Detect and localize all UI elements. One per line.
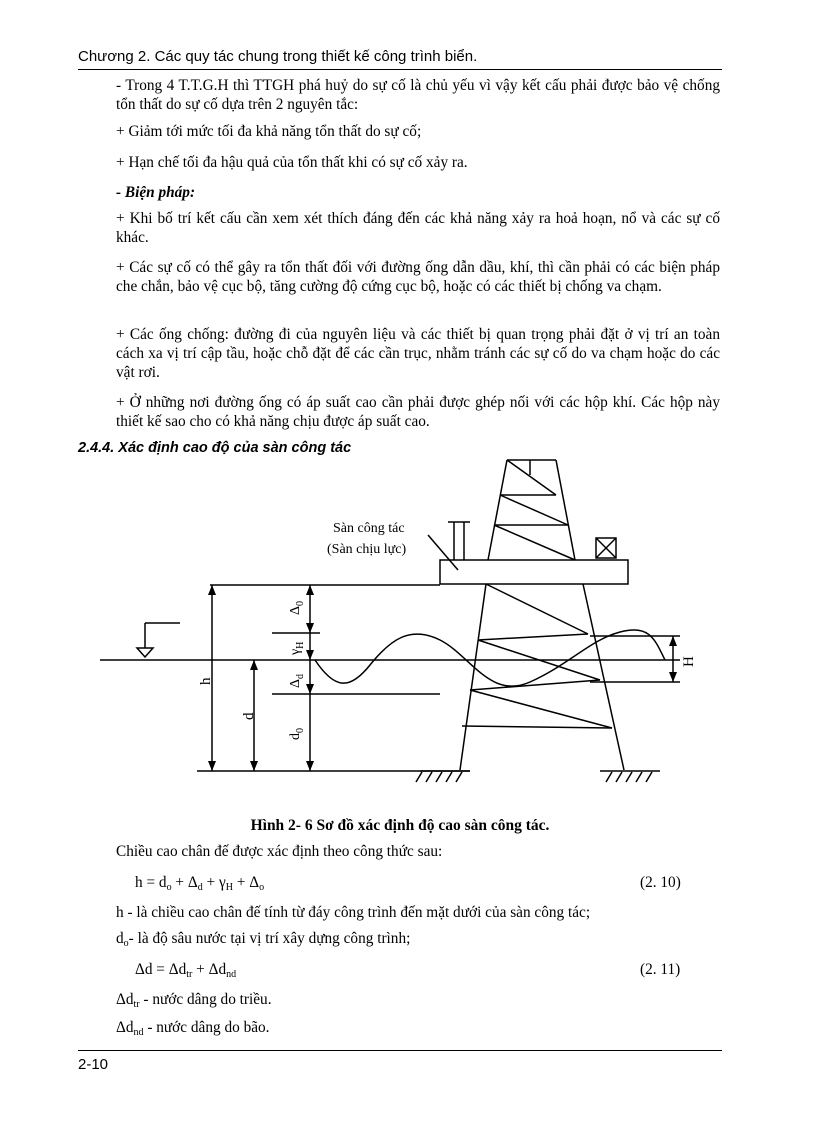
paragraph-5: + Khi bố trí kết cấu cần xem xét thích đáng đến các khả năng xảy ra hoả hoạn, nổ và các sự cố khác. [116, 210, 720, 246]
paragraph-6: + Các sự cố có thể gây ra tổn thất đối với đường ống dẫn dầu, khí, thì cần phải có các biện pháp che chắn, bảo vệ cục bộ, tăng cường độ cứng cục bộ, hoặc có các thiết bị chống va chạm. [116, 259, 720, 295]
section-title: 2.4.4. Xác định cao độ của sàn công tác [78, 440, 352, 456]
paragraph-3: + Hạn chế tối đa hậu quả của tổn thất khi có sự cố xảy ra. [116, 154, 468, 171]
paragraph-7: + Các ống chống: đường đi của nguyên liệu và các thiết bị quan trọng phải đặt ở vị trí an toàn cách xa vị trí cập tầu, hoặc chỗ đặt để các cần trục, nhằm tránh các sự cố do va chạm hoặc do các vật rơi. [116, 326, 720, 381]
figure-caption: Hình 2- 6 Sơ đồ xác định độ cao sàn công tác. [250, 817, 550, 834]
footer-rule [78, 1050, 722, 1051]
equation-2: $\Delta d = \Delta d_{tr} + \Delta d_{nd}$ [135, 961, 237, 980]
paragraph-8: + Ở những nơi đường ống có áp suất cao cần phải được ghép nối với các hộp khí. Các hộp này thiết kế sao cho có khả năng chịu được áp suất cao. [116, 394, 720, 430]
equation-2-number: (2. 11) [640, 961, 681, 978]
page-number: 2-10 [78, 1056, 109, 1073]
label-d0: $d_0$ [288, 728, 306, 740]
label-d: d [241, 712, 257, 720]
label-delta0: $\Delta_0$ [288, 600, 306, 615]
label-h: h [198, 677, 214, 685]
platform-diagram [0, 455, 816, 800]
definition-dnd: $\Delta d_{nd}$ - nước dâng do bão. [116, 1019, 270, 1038]
paragraph-1-text: - Trong 4 T.T.G.H thì TTGH phá huỷ do sự cố là chủ yếu vì vậy kết cấu phải được bảo vệ chống tổn thất do sự cố dựa trên 2 nguyên tắc: [116, 77, 720, 113]
paragraph-4-heading: - Biện pháp: [116, 184, 196, 201]
definition-d0: $d_o-$ là độ sâu nước tại vị trí xây dựng công trình; [116, 930, 411, 949]
label-H: H [681, 656, 697, 667]
label-gamma: $\gamma_H$ [288, 641, 306, 655]
equation-1-number: (2. 10) [640, 874, 681, 891]
definition-h: h - là chiều cao chân đế tính từ đáy công trình đến mặt dưới của sàn công tác; [116, 904, 591, 921]
formula-intro: Chiều cao chân đế được xác định theo công thức sau: [116, 843, 443, 860]
paragraph-2: + Giảm tới mức tối đa khả năng tổn thất do sự cố; [116, 123, 422, 140]
definition-dtr: $\Delta d_{tr}$ - nước dâng do triều. [116, 991, 272, 1010]
deck-label-1: Sàn công tác [333, 521, 405, 536]
header-rule [78, 69, 722, 70]
equation-1: $h = d_o + \Delta_d + \gamma_H + \Delta_o$ [135, 874, 265, 893]
deck-label-2: (Sàn chịu lực) [327, 542, 407, 557]
chapter-header: Chương 2. Các quy tác chung trong thiết kế công trình biển. [78, 48, 478, 65]
paragraph-1 [116, 76, 720, 114]
label-deltad: $\Delta_d$ [288, 673, 306, 688]
